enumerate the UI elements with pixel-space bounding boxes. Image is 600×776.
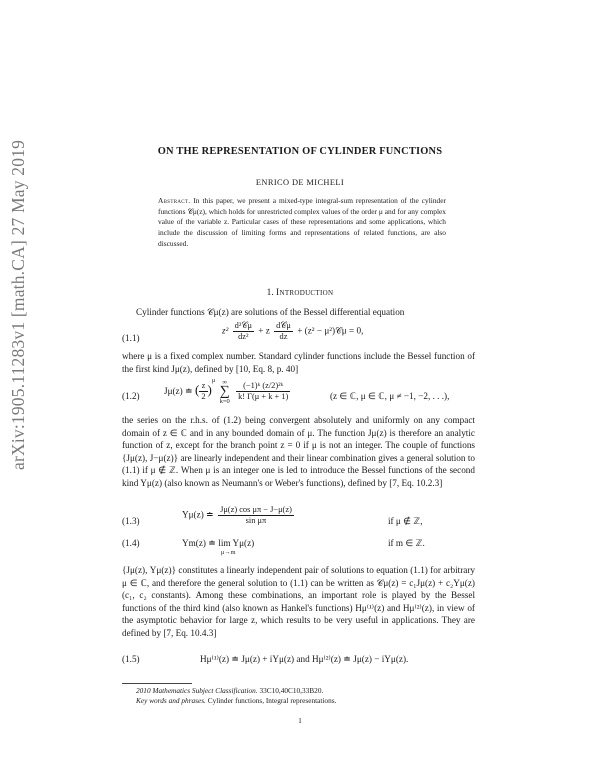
paper-title: ON THE REPRESENTATION OF CYLINDER FUNCTIONS: [157, 146, 443, 157]
footnote-keywords-label: Key words and phrases.: [136, 696, 206, 705]
abstract-body: In this paper, we present a mixed-type integral-sum representation of the cylinder functions 𝒞μ(z), which holds for unrestricted complex values of the order μ and for any complex value of the variable z. Particular cases of these representations and some applications, which include the discussion of limiting forms and representations of related functions, are also discussed.: [158, 196, 446, 248]
eq-1-3-condition: if μ ∉ ℤ,: [388, 516, 423, 526]
footnote-keywords: [136, 696, 476, 706]
intro-paragraph: Cylinder functions 𝒞μ(z) are solutions of the Bessel differential equation: [136, 307, 405, 317]
footnote-msc-label: 2010 Mathematics Subject Classification.: [136, 686, 258, 695]
eq-1-2-sum-top: ∞: [222, 378, 228, 386]
section-heading: [0, 288, 600, 298]
eq-1-1-frac1-den: dz²: [238, 332, 249, 341]
equation-1-3: [182, 505, 296, 526]
footnote-keywords-value: Cylinder functions, Integral representations.: [207, 696, 337, 705]
paragraph-after-1-4: {Jμ(z), Yμ(z)} constitutes a linearly independent pair of solutions to equation (1.1) for arbitrary μ ∈ ℂ, and therefore the general solution to (1.1) can be written as 𝒞μ(z) = c₁Jμ(z) + c₂Yμ(z) (c₁, c₂ constants). Among these combinations, an important role is played by the Bessel functions of the third kind (also known as Hankel's functions) Hμ⁽¹⁾(z) and Hμ⁽²⁾(z), in view of the asymptotic behavior for large z, which results to be very useful in applications. They are defined by [7, Eq. 10.4.3]: [122, 565, 475, 638]
footnote-divider: [122, 683, 192, 684]
eq-1-2-condition: (z ∈ ℂ, μ ∈ ℂ, μ ≠ −1, −2, . . .),: [330, 391, 450, 401]
equation-number-1-1: (1.1): [122, 333, 140, 343]
eq-1-3-frac-num: Jμ(z) cos μπ − J−μ(z): [220, 505, 292, 514]
eq-1-2-sum: ∞ ∑ k=0: [219, 378, 230, 405]
paragraph-after-1-2: the series on the r.h.s. of (1.2) being convergent absolutely and uniformly on any compact domain of z ∈ ℂ and in any bounded domain of μ. The function Jμ(z) is therefore an analytic function of z, except for the branch point z = 0 if μ is not an integer. The couple of functions {Jμ(z), J−μ(z)} are linearly independent and their linear combination gives a general solution to (1.1) if μ ∉ ℤ. When μ is an integer one is led to introduce the Bessel functions of the second kind Yμ(z) (also known as Neumann's or Weber's functions), defined by [7, Eq. 10.2.3]: [122, 415, 475, 488]
equation-number-1-4: (1.4): [122, 538, 140, 548]
eq-1-4-limit-subscript: μ→m: [221, 549, 236, 556]
eq-1-2-frac-num: (−1)ᵏ (z/2)²ᵏ: [236, 381, 290, 392]
eq-1-2-pow-exp: μ: [211, 377, 216, 384]
eq-1-1-fraction-2: [274, 321, 293, 342]
eq-1-3-fraction: [218, 505, 294, 526]
eq-1-2-frac-den: k! Γ(μ + k + 1): [238, 392, 289, 402]
arxiv-identifier-stamp[interactable]: arXiv:1905.11283v1 [math.CA] 27 May 2019: [8, 139, 28, 470]
paper-author: ENRICO DE MICHELI: [255, 178, 345, 187]
eq-1-2-sum-bottom: k=0: [219, 397, 230, 405]
eq-1-3-lhs: Yμ(z) ≐: [182, 509, 214, 520]
eq-1-1-mid: + z: [258, 325, 270, 336]
eq-1-2-pow-num: z: [199, 381, 207, 392]
eq-1-1-frac2-num: d𝒞μ: [276, 321, 291, 330]
eq-1-2-lhs: Jμ(z) ≐: [164, 386, 193, 396]
eq-1-1-frac2-den: dz: [279, 332, 288, 341]
abstract-lead: Abstract.: [158, 196, 191, 205]
footnote-msc: [136, 686, 476, 696]
paragraph-after-1-1: where μ is a fixed complex number. Standard cylinder functions include the Bessel function of the first kind Jμ(z), defined by [10, Eq. 8, p. 40]: [122, 351, 475, 374]
page-number: 1: [298, 716, 302, 725]
eq-1-4-expression: Ym(z) ≐ lim Yμ(z): [182, 538, 255, 548]
eq-1-4-condition: if m ∈ ℤ.: [388, 538, 425, 548]
eq-1-2-power-fraction: [199, 381, 207, 402]
equation-1-2: Jμ(z) ≐ ( $\frac{z}{2}$ )$^\mu$ ∞ ∑ k=0 $\frac{\text{(−1)ᵏ (z/2)²ᵏ}}{k! \Gamma(\mu + k + 1)}$: [164, 377, 289, 405]
section-number: 1.: [266, 288, 274, 298]
equation-number-1-2: (1.2): [122, 391, 140, 401]
eq-1-2-term-fraction: [236, 381, 290, 402]
eq-1-1-lhs: z²: [222, 325, 229, 336]
eq-1-2-pow-den: 2: [201, 392, 206, 402]
equation-1-4: [182, 538, 254, 549]
section-name: Introduction: [276, 288, 334, 298]
eq-1-1-frac1-num: d²𝒞μ: [234, 321, 252, 330]
equation-1-1: [222, 321, 363, 342]
abstract: [158, 196, 446, 250]
footnote-msc-value: 33C10,40C10,33B20.: [259, 686, 324, 695]
equation-number-1-5: (1.5): [122, 654, 140, 664]
equation-1-5: Hμ⁽¹⁾(z) ≐ Jμ(z) + iYμ(z) and Hμ⁽²⁾(z) ≐ Jμ(z) − iYμ(z).: [200, 654, 409, 664]
eq-1-1-rhs: + (z² − μ²)𝒞μ = 0,: [297, 325, 364, 336]
eq-1-3-frac-den: sin μπ: [245, 516, 267, 525]
equation-number-1-3: (1.3): [122, 516, 140, 526]
eq-1-1-fraction-1: [233, 321, 254, 342]
